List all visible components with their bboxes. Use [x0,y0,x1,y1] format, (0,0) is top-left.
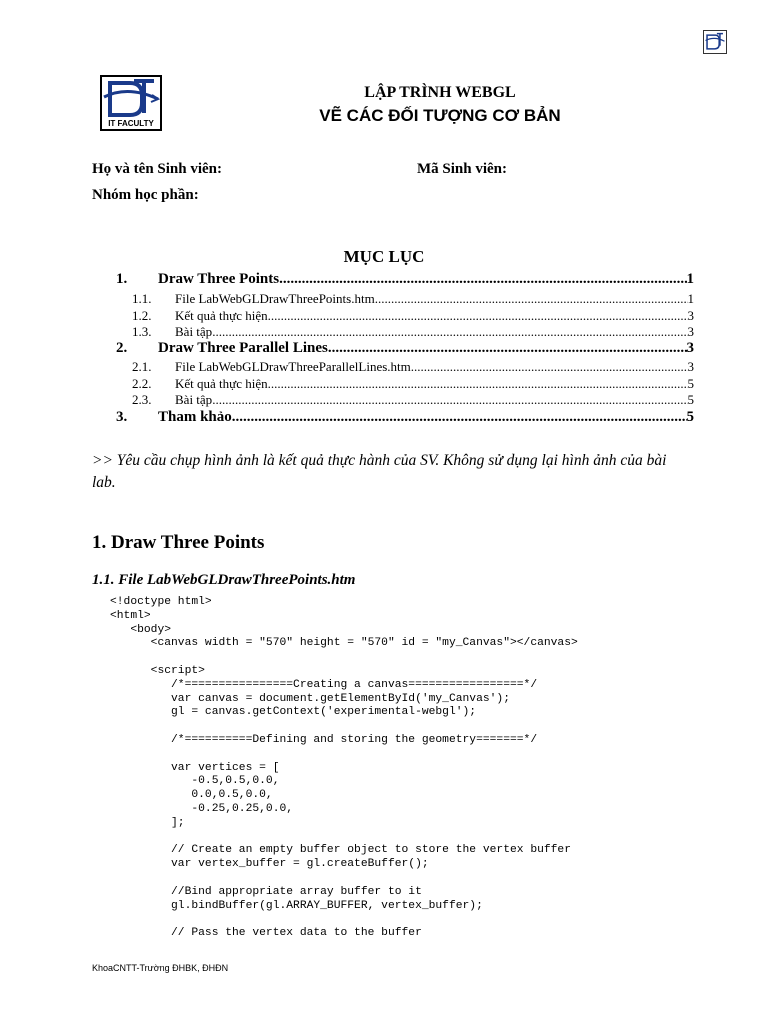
toc-item-page: 5 [687,376,694,391]
toc-item-page: 3 [687,359,694,374]
toc-item[interactable] [0,323,768,340]
toc-leader-dots [212,391,687,408]
toc-item[interactable] [0,340,768,357]
faculty-logo [100,75,162,131]
student-name-label: Họ và tên Sinh viên: [92,161,223,177]
toc-item-label: Bài tập [175,392,213,407]
section-heading: 1. Draw Three Points [92,532,265,553]
toc-leader-dots [375,290,688,307]
toc-item[interactable] [0,391,768,408]
toc-item[interactable] [0,375,768,392]
toc-item-page: 3 [686,340,694,356]
toc-leader-dots [212,323,687,340]
footer-text: KhoaCNTT-Trường ĐHBK, ĐHĐN [92,963,229,973]
toc-leader-dots [268,375,688,392]
toc-item-page: 3 [687,324,694,339]
toc-item-page: 5 [687,392,694,407]
subsection-heading: 1.1. File LabWebGLDrawThreePoints.htm [92,572,356,588]
toc-item-number: 1. [116,271,128,287]
toc-item[interactable] [0,307,768,324]
toc-item[interactable] [0,409,768,426]
toc-item-page: 5 [686,409,694,425]
toc-item-number: 3. [116,409,128,425]
toc-item-number: 1.3. [132,324,152,339]
toc-leader-dots [328,340,687,357]
toc-item[interactable] [0,290,768,307]
toc-item-label: File LabWebGLDrawThreeParallelLines.htm [175,359,411,374]
toc-title: MỤC LỤC [343,247,425,266]
toc-leader-dots [232,409,687,426]
toc-item-label: Draw Three Parallel Lines [158,340,328,356]
toc-leader-dots [411,358,688,375]
toc-item-number: 2.2. [132,376,152,391]
logo-text: IT FACULTY [108,119,154,128]
faculty-logo-small [703,30,727,54]
student-id-label: Mã Sinh viên: [417,161,508,177]
toc-item-page: 1 [686,271,694,287]
toc-item-number: 2. [116,340,128,356]
doc-subtitle: VẼ CÁC ĐỐI TƯỢNG CƠ BẢN [319,106,561,125]
instruction-note: >> Yêu cầu chụp hình ảnh là kết quả thực hành của SV. Không sử dụng lại hình ảnh của bài lab. [92,452,667,491]
toc-leader-dots [279,271,686,288]
toc-item-page: 1 [687,291,694,306]
toc-item-number: 1.1. [132,291,152,306]
toc-item-label: Kết quả thực hiện [175,308,268,323]
group-label: Nhóm học phần: [92,187,199,203]
toc-item-label: File LabWebGLDrawThreePoints.htm [175,291,375,306]
toc-item-number: 1.2. [132,308,152,323]
toc-item-label: Kết quả thực hiện [175,376,268,391]
toc-item-label: Draw Three Points [158,271,280,287]
toc-item-number: 2.3. [132,392,152,407]
code-listing: <!doctype html> <html> <body> <canvas width = "570" height = "570" id = "my_Canvas"></canvas> <script> /*================Creating a canvas=================*/ var canvas = document.getElementById('my_Canvas'); gl = canvas.getContext('experimental-webgl'); /*==========Defining and storing the geometry=======*/ var vertices = [ -0.5,0.5,0.0, 0.0,0.5,0.0, -0.25,0.25,0.0, ]; // Create an empty buffer object to store the vertex buffer var vertex_buffer = gl.createBuffer(); //Bind appropriate array buffer to it gl.bindBuffer(gl.ARRAY_BUFFER, vertex_buffer); // Pass the vertex data to the buffer [110,596,578,940]
toc-leader-dots [268,307,688,324]
toc-item-label: Bài tập [175,324,213,339]
toc-item-number: 2.1. [132,359,152,374]
toc-item-label: Tham khảo [158,409,232,425]
doc-title: LẬP TRÌNH WEBGL [364,84,516,101]
toc-item-page: 3 [687,308,694,323]
toc-item[interactable] [0,271,768,288]
toc-item[interactable] [0,358,768,375]
